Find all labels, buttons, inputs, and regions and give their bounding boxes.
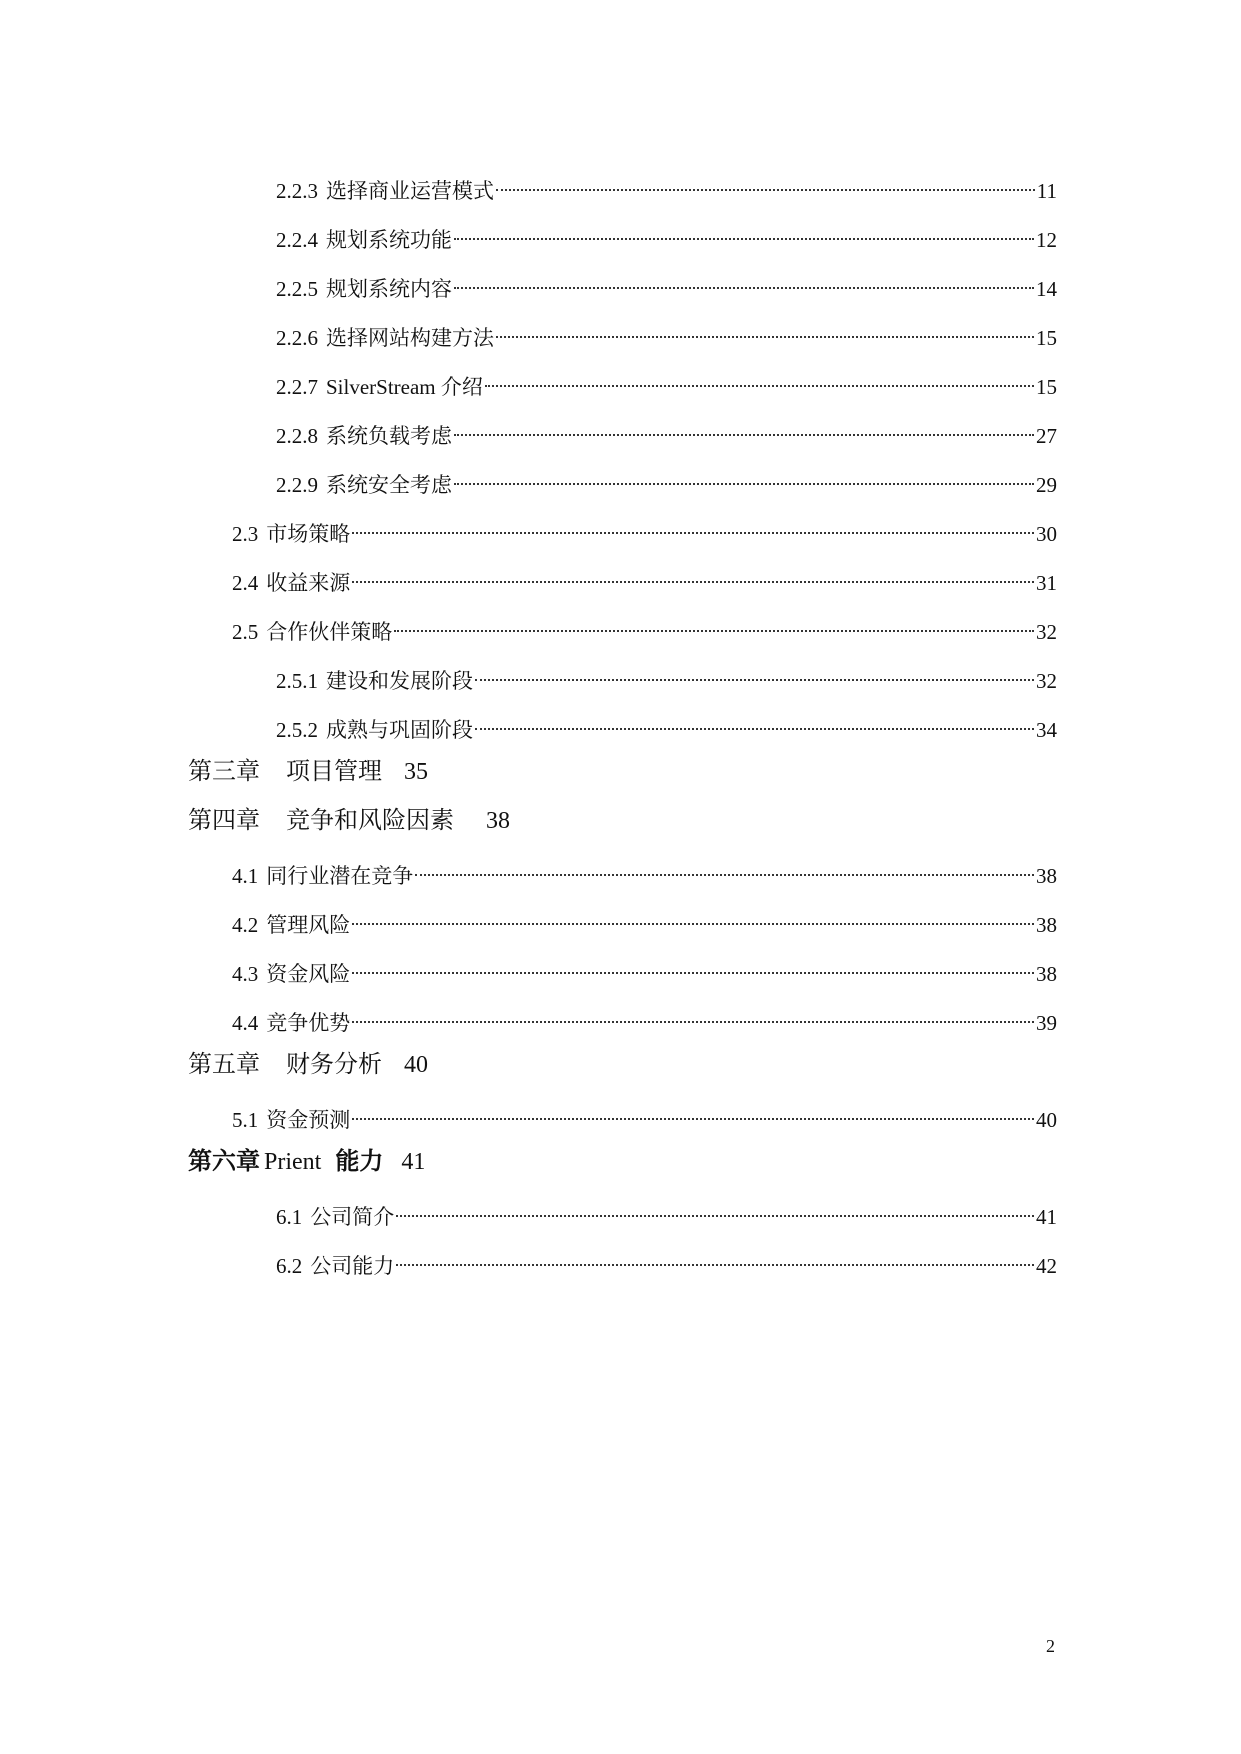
toc-entry-title: SilverStream 介绍 xyxy=(326,375,483,399)
toc-entry-page: 15 xyxy=(1036,326,1057,350)
toc-entry[interactable] xyxy=(232,1002,1057,1037)
toc-entry-title: 收益来源 xyxy=(266,571,351,595)
toc-entry-title: 合作伙伴策略 xyxy=(266,620,393,644)
toc-entry-number: 4.1 xyxy=(232,864,259,888)
dot-leader xyxy=(396,1196,1034,1224)
dot-leader xyxy=(496,317,1034,345)
toc-entry[interactable] xyxy=(232,1099,1057,1134)
toc-entry[interactable] xyxy=(276,268,1057,303)
toc-entry-number: 2.5.1 xyxy=(276,669,318,693)
toc-entry-page: 31 xyxy=(1036,571,1057,595)
toc-entry-page: 41 xyxy=(1036,1205,1057,1229)
toc-entry-page: 39 xyxy=(1036,1011,1057,1035)
dot-leader xyxy=(496,170,1035,198)
dot-leader xyxy=(352,904,1034,932)
toc-entry-number: 4.3 xyxy=(232,962,259,986)
toc-entry[interactable] xyxy=(276,464,1057,499)
toc-entry-title: 资金风险 xyxy=(266,962,351,986)
chapter-page: 41 xyxy=(401,1149,426,1175)
chapter-page: 38 xyxy=(486,808,510,834)
chapter-title: 竞争和风险因素 xyxy=(286,808,454,834)
toc-entry[interactable] xyxy=(276,170,1057,205)
toc-entry[interactable] xyxy=(276,660,1057,695)
toc-entry-page: 12 xyxy=(1036,228,1057,252)
toc-entry-page: 29 xyxy=(1036,473,1057,497)
dot-leader xyxy=(475,709,1034,737)
toc-entry-number: 2.2.3 xyxy=(276,179,318,203)
toc-entry-page: 14 xyxy=(1036,277,1057,301)
toc-entry[interactable] xyxy=(276,709,1057,744)
toc-entry-title: 成熟与巩固阶段 xyxy=(326,718,473,742)
toc-entry-number: 2.3 xyxy=(232,522,259,546)
dot-leader xyxy=(394,611,1034,639)
toc-entry-number: 4.4 xyxy=(232,1011,259,1035)
chapter-title: 财务分析 xyxy=(286,1052,382,1078)
dot-leader xyxy=(396,1245,1034,1273)
toc-entry-number: 2.2.9 xyxy=(276,473,318,497)
toc-entry-number: 2.5 xyxy=(232,620,259,644)
toc-chapter[interactable] xyxy=(188,756,428,788)
toc-chapter[interactable] xyxy=(188,805,510,837)
toc-entry-title: 系统负载考虑 xyxy=(326,424,452,448)
toc-entry-page: 27 xyxy=(1036,424,1057,448)
toc-entry[interactable] xyxy=(276,366,1057,401)
toc-entry[interactable] xyxy=(232,953,1057,988)
toc-entry-number: 6.2 xyxy=(276,1254,303,1278)
chapter-page: 35 xyxy=(404,759,428,785)
toc-entry-title: 建设和发展阶段 xyxy=(326,669,473,693)
toc-entry-title: 资金预测 xyxy=(266,1108,351,1132)
dot-leader xyxy=(352,1002,1034,1030)
chapter-title: 项目管理 xyxy=(286,759,382,785)
toc-entry-number: 2.2.7 xyxy=(276,375,318,399)
chapter-label: 第三章 xyxy=(188,759,260,785)
toc-entry[interactable] xyxy=(232,855,1057,890)
dot-leader xyxy=(454,415,1034,443)
chapter-label: 第五章 xyxy=(188,1052,260,1078)
toc-entry-number: 2.4 xyxy=(232,571,259,595)
toc-entry[interactable] xyxy=(276,317,1057,352)
dot-leader xyxy=(475,660,1034,688)
toc-entry-page: 38 xyxy=(1036,864,1057,888)
toc-entry-page: 11 xyxy=(1036,179,1057,203)
dot-leader xyxy=(352,953,1034,981)
toc-entry-title: 公司能力 xyxy=(310,1254,395,1278)
footer-page-number: 2 xyxy=(1046,1636,1055,1656)
chapter-title-prefix: Prient xyxy=(264,1149,322,1175)
toc-entry-number: 5.1 xyxy=(232,1108,259,1132)
toc-entry[interactable] xyxy=(276,1196,1057,1231)
chapter-label: 第六章 xyxy=(188,1149,260,1175)
dot-leader xyxy=(352,1099,1034,1127)
dot-leader xyxy=(415,855,1034,883)
toc-entry-page: 34 xyxy=(1036,718,1057,742)
toc-chapter[interactable] xyxy=(188,1146,425,1178)
toc-entry-title: 管理风险 xyxy=(266,913,351,937)
dot-leader xyxy=(454,268,1034,296)
toc-entry[interactable] xyxy=(232,562,1057,597)
toc-entry-number: 4.2 xyxy=(232,913,259,937)
dot-leader xyxy=(454,464,1034,492)
toc-entry-title: 规划系统功能 xyxy=(326,228,452,252)
toc-entry-page: 40 xyxy=(1036,1108,1057,1132)
toc-entry-title: 系统安全考虑 xyxy=(326,473,452,497)
toc-entry[interactable] xyxy=(232,513,1057,548)
toc-entry-title: 竞争优势 xyxy=(266,1011,351,1035)
toc-chapter[interactable] xyxy=(188,1049,428,1081)
dot-leader xyxy=(352,513,1034,541)
toc-entry-number: 6.1 xyxy=(276,1205,303,1229)
toc-entry[interactable] xyxy=(276,415,1057,450)
toc-entry-number: 2.2.5 xyxy=(276,277,318,301)
dot-leader xyxy=(485,366,1034,394)
toc-entry-number: 2.2.6 xyxy=(276,326,318,350)
toc-entry-page: 38 xyxy=(1036,913,1057,937)
toc-entry-title: 公司简介 xyxy=(310,1205,395,1229)
toc-entry-page: 30 xyxy=(1036,522,1057,546)
toc-entry-page: 42 xyxy=(1036,1254,1057,1278)
chapter-page: 40 xyxy=(404,1052,428,1078)
toc-entry[interactable] xyxy=(276,219,1057,254)
dot-leader xyxy=(454,219,1034,247)
toc-entry-page: 32 xyxy=(1036,669,1057,693)
toc-entry-title: 选择网站构建方法 xyxy=(326,326,494,350)
toc-entry-page: 38 xyxy=(1036,962,1057,986)
toc-entry-number: 2.5.2 xyxy=(276,718,318,742)
chapter-label: 第四章 xyxy=(188,808,260,834)
dot-leader xyxy=(352,562,1034,590)
chapter-title: 能力 xyxy=(335,1149,384,1175)
toc-entry-title: 同行业潜在竞争 xyxy=(266,864,414,888)
toc-entry-title: 选择商业运营模式 xyxy=(326,179,494,203)
toc-entry-page: 32 xyxy=(1036,620,1057,644)
toc-entry-title: 市场策略 xyxy=(266,522,351,546)
toc-entry-title: 规划系统内容 xyxy=(326,277,452,301)
toc-entry-number: 2.2.4 xyxy=(276,228,318,252)
toc-entry-page: 15 xyxy=(1036,375,1057,399)
toc-entry[interactable] xyxy=(232,904,1057,939)
toc-entry[interactable] xyxy=(232,611,1057,646)
toc-entry-number: 2.2.8 xyxy=(276,424,318,448)
toc-entry[interactable] xyxy=(276,1245,1057,1280)
